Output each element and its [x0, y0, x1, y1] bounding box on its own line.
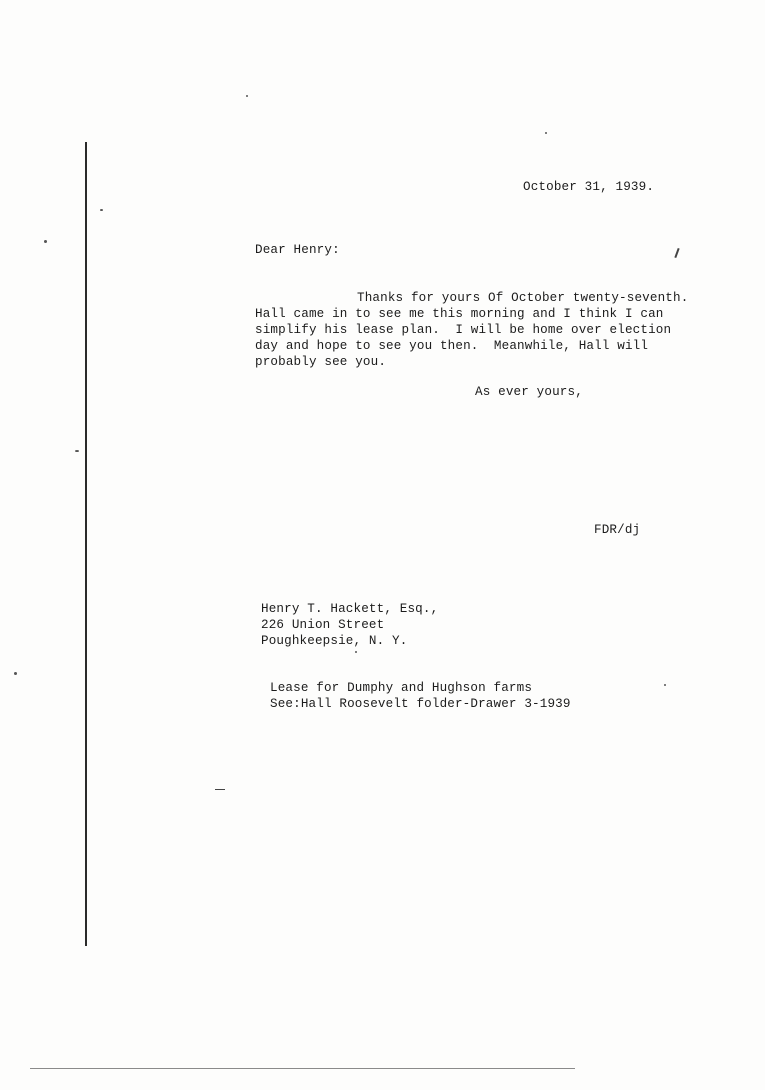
speck — [664, 684, 666, 686]
recipient-name: Henry T. Hackett, Esq., — [261, 602, 439, 616]
salutation: Dear Henry: — [255, 243, 340, 257]
bottom-edge-rule — [30, 1068, 575, 1069]
recipient-street: 226 Union Street — [261, 618, 385, 632]
letter-date: October 31, 1939. — [523, 180, 655, 194]
speck — [44, 240, 47, 243]
pencil-mark — [674, 248, 679, 258]
left-margin-rule — [85, 142, 87, 946]
body-line-4: day and hope to see you then. Meanwhile, Hall will — [255, 339, 649, 353]
speck — [14, 672, 17, 675]
file-note-2: See:Hall Roosevelt folder-Drawer 3-1939 — [270, 697, 571, 711]
file-note-1: Lease for Dumphy and Hughson farms — [270, 681, 533, 695]
scan-mark — [215, 789, 225, 790]
body-line-5: probably see you. — [255, 355, 387, 369]
body-line-1: Thanks for yours Of October twenty-seventh. — [357, 291, 689, 305]
initials: FDR/dj — [594, 523, 641, 537]
speck — [545, 132, 547, 134]
recipient-city: Poughkeepsie, N. Y. — [261, 634, 408, 648]
speck — [100, 209, 103, 211]
closing: As ever yours, — [475, 385, 583, 399]
body-line-3: simplify his lease plan. I will be home over election — [255, 323, 672, 337]
speck — [246, 95, 248, 97]
speck — [355, 651, 357, 653]
speck — [75, 450, 79, 452]
body-line-2: Hall came in to see me this morning and I think I can — [255, 307, 664, 321]
